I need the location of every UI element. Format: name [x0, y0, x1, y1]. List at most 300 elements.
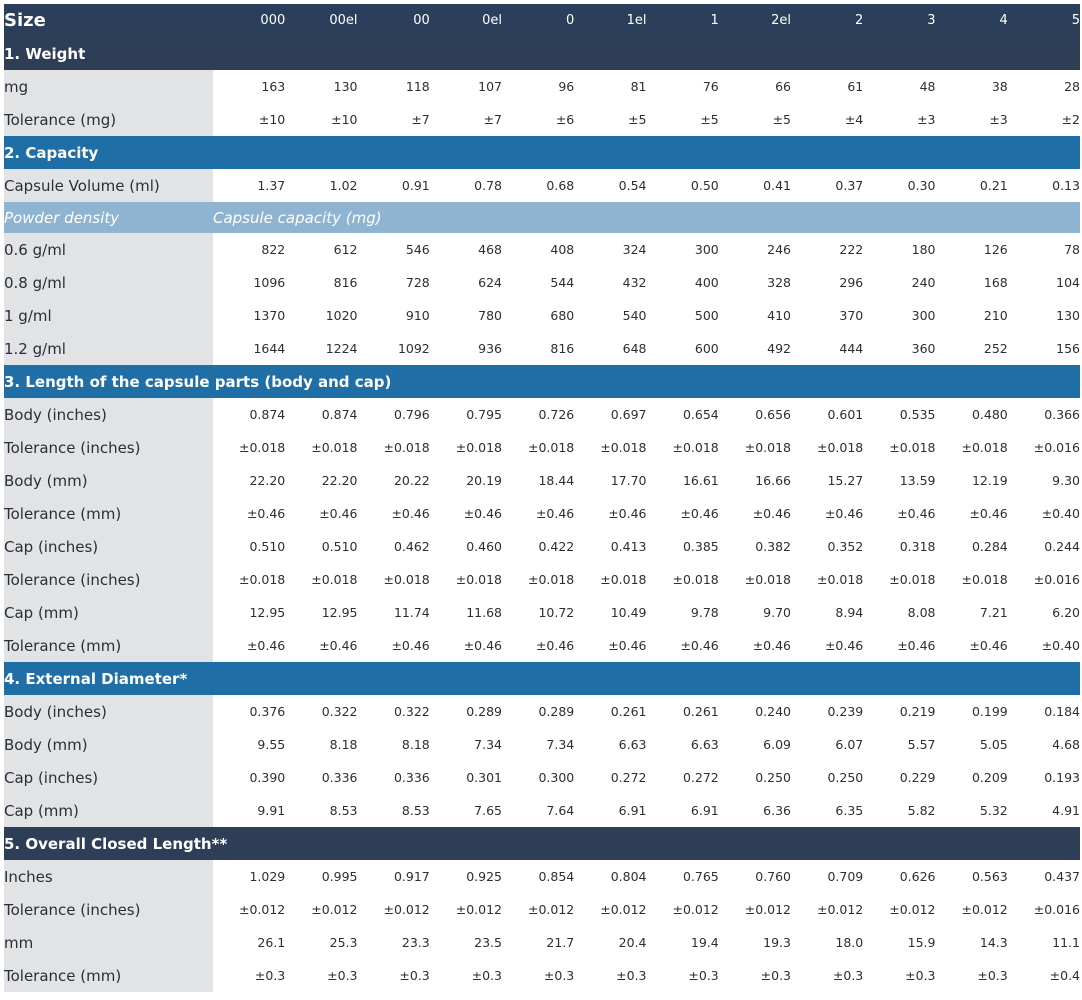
table-row [4, 794, 1080, 827]
row-value: 410 [719, 299, 791, 332]
row-value: ±0.012 [863, 893, 935, 926]
row-value: ±0.3 [936, 959, 1008, 992]
row-value: 48 [863, 70, 935, 103]
row-value: 12.95 [213, 596, 285, 629]
section-length-title: 3. Length of the capsule parts (body and cap) [4, 365, 1080, 398]
row-value: ±0.46 [863, 497, 935, 530]
row-value: 16.61 [647, 464, 719, 497]
row-value: 0.37 [791, 169, 863, 202]
table-row [4, 893, 1080, 926]
row-value: 78 [1008, 233, 1080, 266]
row-value: 0.795 [430, 398, 502, 431]
table-row [4, 70, 1080, 103]
row-value: ±2 [1008, 103, 1080, 136]
row-value: 624 [430, 266, 502, 299]
row-value: ±0.3 [502, 959, 574, 992]
row-value: 7.64 [502, 794, 574, 827]
row-value: 0.654 [647, 398, 719, 431]
table-row [4, 266, 1080, 299]
table-row [4, 629, 1080, 662]
row-label: mg [4, 70, 213, 103]
row-value: 0.199 [936, 695, 1008, 728]
table-row [4, 497, 1080, 530]
row-value: 500 [647, 299, 719, 332]
row-value: ±0.018 [502, 431, 574, 464]
row-value: 0.385 [647, 530, 719, 563]
row-value: 432 [574, 266, 646, 299]
row-value: 0.804 [574, 860, 646, 893]
row-value: ±0.012 [647, 893, 719, 926]
row-value: 22.20 [213, 464, 285, 497]
row-value: 96 [502, 70, 574, 103]
row-value: 8.53 [358, 794, 430, 827]
row-value: 0.229 [863, 761, 935, 794]
row-value: 0.250 [791, 761, 863, 794]
row-label: 1 g/ml [4, 299, 213, 332]
row-value: 328 [719, 266, 791, 299]
section-diameter [4, 662, 1080, 695]
row-value: 0.300 [502, 761, 574, 794]
row-value: 0.13 [1008, 169, 1080, 202]
size-column-header: 5 [1008, 4, 1080, 37]
row-value: 0.244 [1008, 530, 1080, 563]
row-value: ±0.018 [430, 431, 502, 464]
size-column-header: 0el [430, 4, 502, 37]
row-value: ±0.46 [430, 497, 502, 530]
row-value: 20.4 [574, 926, 646, 959]
row-value: 0.535 [863, 398, 935, 431]
row-value: 0.382 [719, 530, 791, 563]
table-row [4, 169, 1080, 202]
row-value: 0.995 [285, 860, 357, 893]
row-value: 222 [791, 233, 863, 266]
row-value: 0.366 [1008, 398, 1080, 431]
row-value: 0.626 [863, 860, 935, 893]
row-value: ±0.018 [213, 563, 285, 596]
row-value: 0.239 [791, 695, 863, 728]
row-value: 1096 [213, 266, 285, 299]
row-value: ±0.46 [791, 497, 863, 530]
table-row [4, 398, 1080, 431]
row-value: ±0.018 [647, 563, 719, 596]
row-value: 4.68 [1008, 728, 1080, 761]
row-value: ±0.012 [430, 893, 502, 926]
row-value: ±0.012 [936, 893, 1008, 926]
row-value: 300 [863, 299, 935, 332]
row-value: 23.5 [430, 926, 502, 959]
row-value: 130 [1008, 299, 1080, 332]
row-label: 0.8 g/ml [4, 266, 213, 299]
row-value: 0.240 [719, 695, 791, 728]
row-value: 14.3 [936, 926, 1008, 959]
table-row [4, 299, 1080, 332]
row-value: 816 [285, 266, 357, 299]
row-value: 0.390 [213, 761, 285, 794]
row-value: 23.3 [358, 926, 430, 959]
row-value: 19.3 [719, 926, 791, 959]
row-value: 104 [1008, 266, 1080, 299]
row-value: 0.601 [791, 398, 863, 431]
row-value: 0.30 [863, 169, 935, 202]
row-value: 7.65 [430, 794, 502, 827]
row-value: 1224 [285, 332, 357, 365]
row-value: 20.19 [430, 464, 502, 497]
row-value: 9.78 [647, 596, 719, 629]
row-value: 16.66 [719, 464, 791, 497]
row-value: ±0.46 [719, 497, 791, 530]
row-value: 7.21 [936, 596, 1008, 629]
row-value: 0.437 [1008, 860, 1080, 893]
row-value: 0.925 [430, 860, 502, 893]
row-value: 25.3 [285, 926, 357, 959]
row-value: ±5 [647, 103, 719, 136]
row-value: 0.726 [502, 398, 574, 431]
row-value: ±10 [213, 103, 285, 136]
row-value: 0.289 [430, 695, 502, 728]
row-value: 0.184 [1008, 695, 1080, 728]
row-value: ±0.016 [1008, 431, 1080, 464]
section-length [4, 365, 1080, 398]
row-value: 240 [863, 266, 935, 299]
row-value: ±0.018 [791, 431, 863, 464]
row-label: Tolerance (inches) [4, 893, 213, 926]
row-value: 7.34 [430, 728, 502, 761]
row-label: Cap (mm) [4, 794, 213, 827]
section-closed-length-title: 5. Overall Closed Length** [4, 827, 1080, 860]
row-label: Body (inches) [4, 695, 213, 728]
row-value: 0.917 [358, 860, 430, 893]
row-value: 0.462 [358, 530, 430, 563]
row-value: 5.05 [936, 728, 1008, 761]
table-row [4, 233, 1080, 266]
row-value: ±0.018 [358, 563, 430, 596]
row-value: 400 [647, 266, 719, 299]
row-value: 12.95 [285, 596, 357, 629]
size-header: Size [4, 4, 213, 37]
row-label: Cap (mm) [4, 596, 213, 629]
row-value: 8.53 [285, 794, 357, 827]
row-label: Tolerance (mm) [4, 629, 213, 662]
row-value: 0.336 [358, 761, 430, 794]
row-value: ±0.018 [719, 563, 791, 596]
row-value: 0.318 [863, 530, 935, 563]
row-value: 6.36 [719, 794, 791, 827]
row-value: 107 [430, 70, 502, 103]
row-value: ±4 [791, 103, 863, 136]
row-value: 0.874 [285, 398, 357, 431]
row-label: Inches [4, 860, 213, 893]
table-row [4, 431, 1080, 464]
section-closed-length [4, 827, 1080, 860]
row-value: 118 [358, 70, 430, 103]
row-value: 126 [936, 233, 1008, 266]
row-value: 5.57 [863, 728, 935, 761]
section-weight [4, 37, 1080, 70]
row-value: ±0.46 [647, 497, 719, 530]
row-value: 0.697 [574, 398, 646, 431]
row-value: 1020 [285, 299, 357, 332]
row-value: 66 [719, 70, 791, 103]
row-value: ±0.46 [502, 497, 574, 530]
row-label: Body (mm) [4, 728, 213, 761]
row-value: 822 [213, 233, 285, 266]
row-value: 6.91 [647, 794, 719, 827]
row-value: 0.765 [647, 860, 719, 893]
row-value: ±0.018 [936, 431, 1008, 464]
row-value: 61 [791, 70, 863, 103]
row-value: 0.563 [936, 860, 1008, 893]
row-value: ±5 [719, 103, 791, 136]
row-value: 6.35 [791, 794, 863, 827]
table-row [4, 926, 1080, 959]
row-value: 21.7 [502, 926, 574, 959]
row-value: ±0.46 [574, 629, 646, 662]
size-column-header: 000 [213, 4, 285, 37]
row-value: 0.219 [863, 695, 935, 728]
row-value: 246 [719, 233, 791, 266]
row-value: ±0.46 [719, 629, 791, 662]
row-value: 6.63 [647, 728, 719, 761]
row-value: 1.37 [213, 169, 285, 202]
row-value: 8.08 [863, 596, 935, 629]
row-value: 0.854 [502, 860, 574, 893]
row-value: ±0.3 [358, 959, 430, 992]
row-label: Body (inches) [4, 398, 213, 431]
row-value: 0.301 [430, 761, 502, 794]
row-label: Tolerance (mg) [4, 103, 213, 136]
row-value: 1.029 [213, 860, 285, 893]
row-label: mm [4, 926, 213, 959]
row-value: 156 [1008, 332, 1080, 365]
section-capacity-title: 2. Capacity [4, 136, 1080, 169]
row-value: 9.55 [213, 728, 285, 761]
row-value: 0.760 [719, 860, 791, 893]
row-value: 8.18 [285, 728, 357, 761]
row-value: 0.272 [574, 761, 646, 794]
section-capacity [4, 136, 1080, 169]
row-value: 11.1 [1008, 926, 1080, 959]
row-value: ±0.018 [285, 431, 357, 464]
table-body [4, 4, 1080, 992]
row-value: ±0.3 [213, 959, 285, 992]
row-label: Tolerance (mm) [4, 959, 213, 992]
table-row [4, 860, 1080, 893]
row-value: 168 [936, 266, 1008, 299]
row-label: Capsule Volume (ml) [4, 169, 213, 202]
row-value: 6.09 [719, 728, 791, 761]
row-value: 0.261 [647, 695, 719, 728]
row-value: ±0.46 [358, 629, 430, 662]
row-value: ±0.46 [863, 629, 935, 662]
row-value: 0.193 [1008, 761, 1080, 794]
row-value: ±0.46 [213, 629, 285, 662]
row-value: 81 [574, 70, 646, 103]
row-value: 28 [1008, 70, 1080, 103]
row-value: 544 [502, 266, 574, 299]
row-value: 0.460 [430, 530, 502, 563]
row-value: 1644 [213, 332, 285, 365]
row-value: ±0.018 [936, 563, 1008, 596]
size-column-header: 1 [647, 4, 719, 37]
row-value: 8.94 [791, 596, 863, 629]
row-value: 15.27 [791, 464, 863, 497]
row-value: 0.413 [574, 530, 646, 563]
row-label: Tolerance (mm) [4, 497, 213, 530]
table-row [4, 596, 1080, 629]
header-row [4, 4, 1080, 37]
row-value: 18.44 [502, 464, 574, 497]
row-value: 444 [791, 332, 863, 365]
row-value: 4.91 [1008, 794, 1080, 827]
row-value: 6.07 [791, 728, 863, 761]
table-row [4, 464, 1080, 497]
size-column-header: 0 [502, 4, 574, 37]
row-label: Tolerance (inches) [4, 563, 213, 596]
row-value: 0.480 [936, 398, 1008, 431]
row-value: 38 [936, 70, 1008, 103]
row-value: ±0.012 [719, 893, 791, 926]
row-value: 0.376 [213, 695, 285, 728]
row-value: 612 [285, 233, 357, 266]
row-value: ±7 [430, 103, 502, 136]
row-value: ±6 [502, 103, 574, 136]
row-value: 0.41 [719, 169, 791, 202]
row-value: ±0.3 [574, 959, 646, 992]
row-value: 360 [863, 332, 935, 365]
row-value: ±0.46 [430, 629, 502, 662]
row-value: 0.54 [574, 169, 646, 202]
row-value: ±0.46 [936, 497, 1008, 530]
table-row [4, 695, 1080, 728]
table-row [4, 332, 1080, 365]
row-value: 13.59 [863, 464, 935, 497]
row-value: ±5 [574, 103, 646, 136]
table-row [4, 103, 1080, 136]
row-value: ±0.018 [502, 563, 574, 596]
row-value: 0.261 [574, 695, 646, 728]
row-value: 0.78 [430, 169, 502, 202]
size-column-header: 1el [574, 4, 646, 37]
row-value: ±0.46 [285, 629, 357, 662]
row-value: ±0.40 [1008, 497, 1080, 530]
row-value: 20.22 [358, 464, 430, 497]
row-value: 0.322 [358, 695, 430, 728]
row-value: ±0.012 [358, 893, 430, 926]
row-value: ±0.3 [791, 959, 863, 992]
row-value: ±0.3 [647, 959, 719, 992]
row-value: 17.70 [574, 464, 646, 497]
row-value: ±0.018 [863, 563, 935, 596]
table-row [4, 728, 1080, 761]
row-value: ±3 [863, 103, 935, 136]
row-value: 0.284 [936, 530, 1008, 563]
row-value: 468 [430, 233, 502, 266]
size-column-header: 4 [936, 4, 1008, 37]
row-value: 163 [213, 70, 285, 103]
row-value: 0.209 [936, 761, 1008, 794]
row-value: 300 [647, 233, 719, 266]
row-value: ±0.018 [285, 563, 357, 596]
capsule-spec-table [4, 4, 1080, 992]
row-value: 22.20 [285, 464, 357, 497]
row-value: ±0.4 [1008, 959, 1080, 992]
row-value: ±0.018 [358, 431, 430, 464]
row-value: 9.70 [719, 596, 791, 629]
row-value: 540 [574, 299, 646, 332]
row-value: 10.72 [502, 596, 574, 629]
table-row [4, 530, 1080, 563]
row-value: 0.510 [213, 530, 285, 563]
row-value: 296 [791, 266, 863, 299]
row-value: 0.322 [285, 695, 357, 728]
row-value: 0.336 [285, 761, 357, 794]
row-value: ±0.018 [647, 431, 719, 464]
row-value: 6.20 [1008, 596, 1080, 629]
row-value: ±0.3 [285, 959, 357, 992]
row-value: 408 [502, 233, 574, 266]
section-weight-title: 1. Weight [4, 37, 1080, 70]
table-row [4, 761, 1080, 794]
row-value: ±0.46 [647, 629, 719, 662]
capacity-subheader [4, 202, 1080, 233]
row-value: 0.510 [285, 530, 357, 563]
row-value: ±0.3 [719, 959, 791, 992]
row-label: 1.2 g/ml [4, 332, 213, 365]
row-value: 19.4 [647, 926, 719, 959]
powder-density-label: Powder density [4, 202, 213, 233]
row-value: 1370 [213, 299, 285, 332]
size-column-header: 2el [719, 4, 791, 37]
row-value: ±0.012 [791, 893, 863, 926]
row-value: ±0.46 [285, 497, 357, 530]
row-value: 210 [936, 299, 1008, 332]
row-value: 0.874 [213, 398, 285, 431]
row-value: 0.709 [791, 860, 863, 893]
row-value: 1092 [358, 332, 430, 365]
row-value: 0.91 [358, 169, 430, 202]
row-value: ±0.018 [791, 563, 863, 596]
row-value: 0.68 [502, 169, 574, 202]
row-value: ±0.012 [502, 893, 574, 926]
size-column-header: 3 [863, 4, 935, 37]
row-value: ±0.018 [719, 431, 791, 464]
row-value: 0.796 [358, 398, 430, 431]
row-value: ±0.018 [863, 431, 935, 464]
row-value: 130 [285, 70, 357, 103]
row-label: Cap (inches) [4, 761, 213, 794]
row-value: 6.63 [574, 728, 646, 761]
row-value: 5.82 [863, 794, 935, 827]
row-value: 0.656 [719, 398, 791, 431]
row-label: Cap (inches) [4, 530, 213, 563]
row-value: 11.74 [358, 596, 430, 629]
row-value: ±0.46 [936, 629, 1008, 662]
row-value: ±0.46 [574, 497, 646, 530]
row-value: 492 [719, 332, 791, 365]
row-value: ±0.46 [791, 629, 863, 662]
row-value: ±0.46 [213, 497, 285, 530]
row-value: ±7 [358, 103, 430, 136]
row-value: ±0.018 [574, 431, 646, 464]
row-value: 18.0 [791, 926, 863, 959]
row-value: 8.18 [358, 728, 430, 761]
row-label: 0.6 g/ml [4, 233, 213, 266]
row-value: 936 [430, 332, 502, 365]
row-value: ±3 [936, 103, 1008, 136]
row-value: 15.9 [863, 926, 935, 959]
row-value: 324 [574, 233, 646, 266]
row-value: 0.352 [791, 530, 863, 563]
